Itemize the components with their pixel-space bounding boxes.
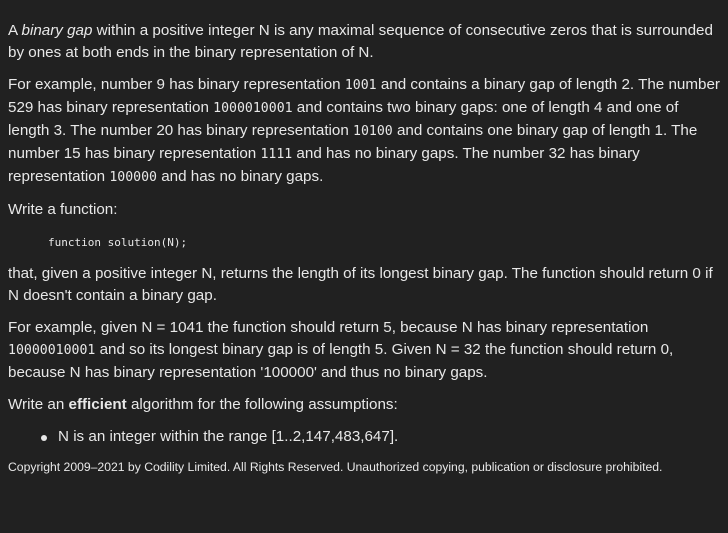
intro-rest: within a positive integer N is any maximal sequence of consecutive zeros that is surrounded by ones at both ends in the binary representation of N. [8, 22, 713, 61]
examples-code-5: 100000 [109, 170, 157, 185]
examples-text-5: and has no binary gaps. The number 32 has binary representation [8, 145, 640, 185]
examples-code-1: 1001 [344, 78, 377, 93]
assumptions-list [8, 426, 720, 448]
bullet-icon [41, 435, 47, 441]
intro-prefix: A [8, 22, 22, 39]
examples-text-2: and contains a binary gap of length 2. The number 529 has binary representation [8, 76, 720, 116]
example2-paragraph [8, 317, 720, 384]
efficient-keyword: efficient [68, 396, 127, 413]
assumptions-paragraph [8, 394, 720, 416]
binary-gap-term: binary gap [21, 22, 93, 39]
examples-code-3: 10100 [353, 124, 393, 139]
examples-text-3: and contains two binary gaps: one of length 4 and one of length 3. The number 20 has binary representation [8, 99, 679, 139]
examples-paragraph [8, 74, 720, 189]
examples-text-6: and has no binary gaps. [156, 168, 324, 185]
examples-code-2: 1000010001 [213, 101, 293, 116]
example2-text-1: For example, given N = 1041 the function should return 5, because N has binary representation [8, 319, 649, 336]
example2-text-2: and so its longest binary gap is of length 5. Given N = 32 the function should return 0, because N has binary representation '100000' and thus no binary gaps. [8, 341, 674, 381]
example2-code-1: 10000010001 [8, 343, 96, 358]
copyright-notice: Copyright 2009–2021 by Codility Limited. All Rights Reserved. Unauthorized copying, publication or disclosure prohibited. [8, 460, 663, 474]
examples-text-4: and contains one binary gap of length 1. The number 15 has binary representation [8, 122, 698, 162]
function-signature: function solution(N); [48, 236, 188, 249]
list-item [36, 426, 720, 448]
task-paragraph: that, given a positive integer N, returns the length of its longest binary gap. The function should return 0 if N doesn't contain a binary gap. [8, 265, 713, 304]
examples-code-4: 1111 [260, 147, 293, 162]
write-function-label: Write a function: [8, 201, 118, 218]
assumptions-suffix: algorithm for the following assumptions: [126, 396, 398, 413]
list-item-text: N is an integer within the range [1..2,147,483,647]. [58, 428, 399, 445]
examples-text-1: For example, number 9 has binary representation [8, 76, 345, 93]
assumptions-prefix: Write an [8, 396, 69, 413]
intro-paragraph [8, 20, 720, 64]
